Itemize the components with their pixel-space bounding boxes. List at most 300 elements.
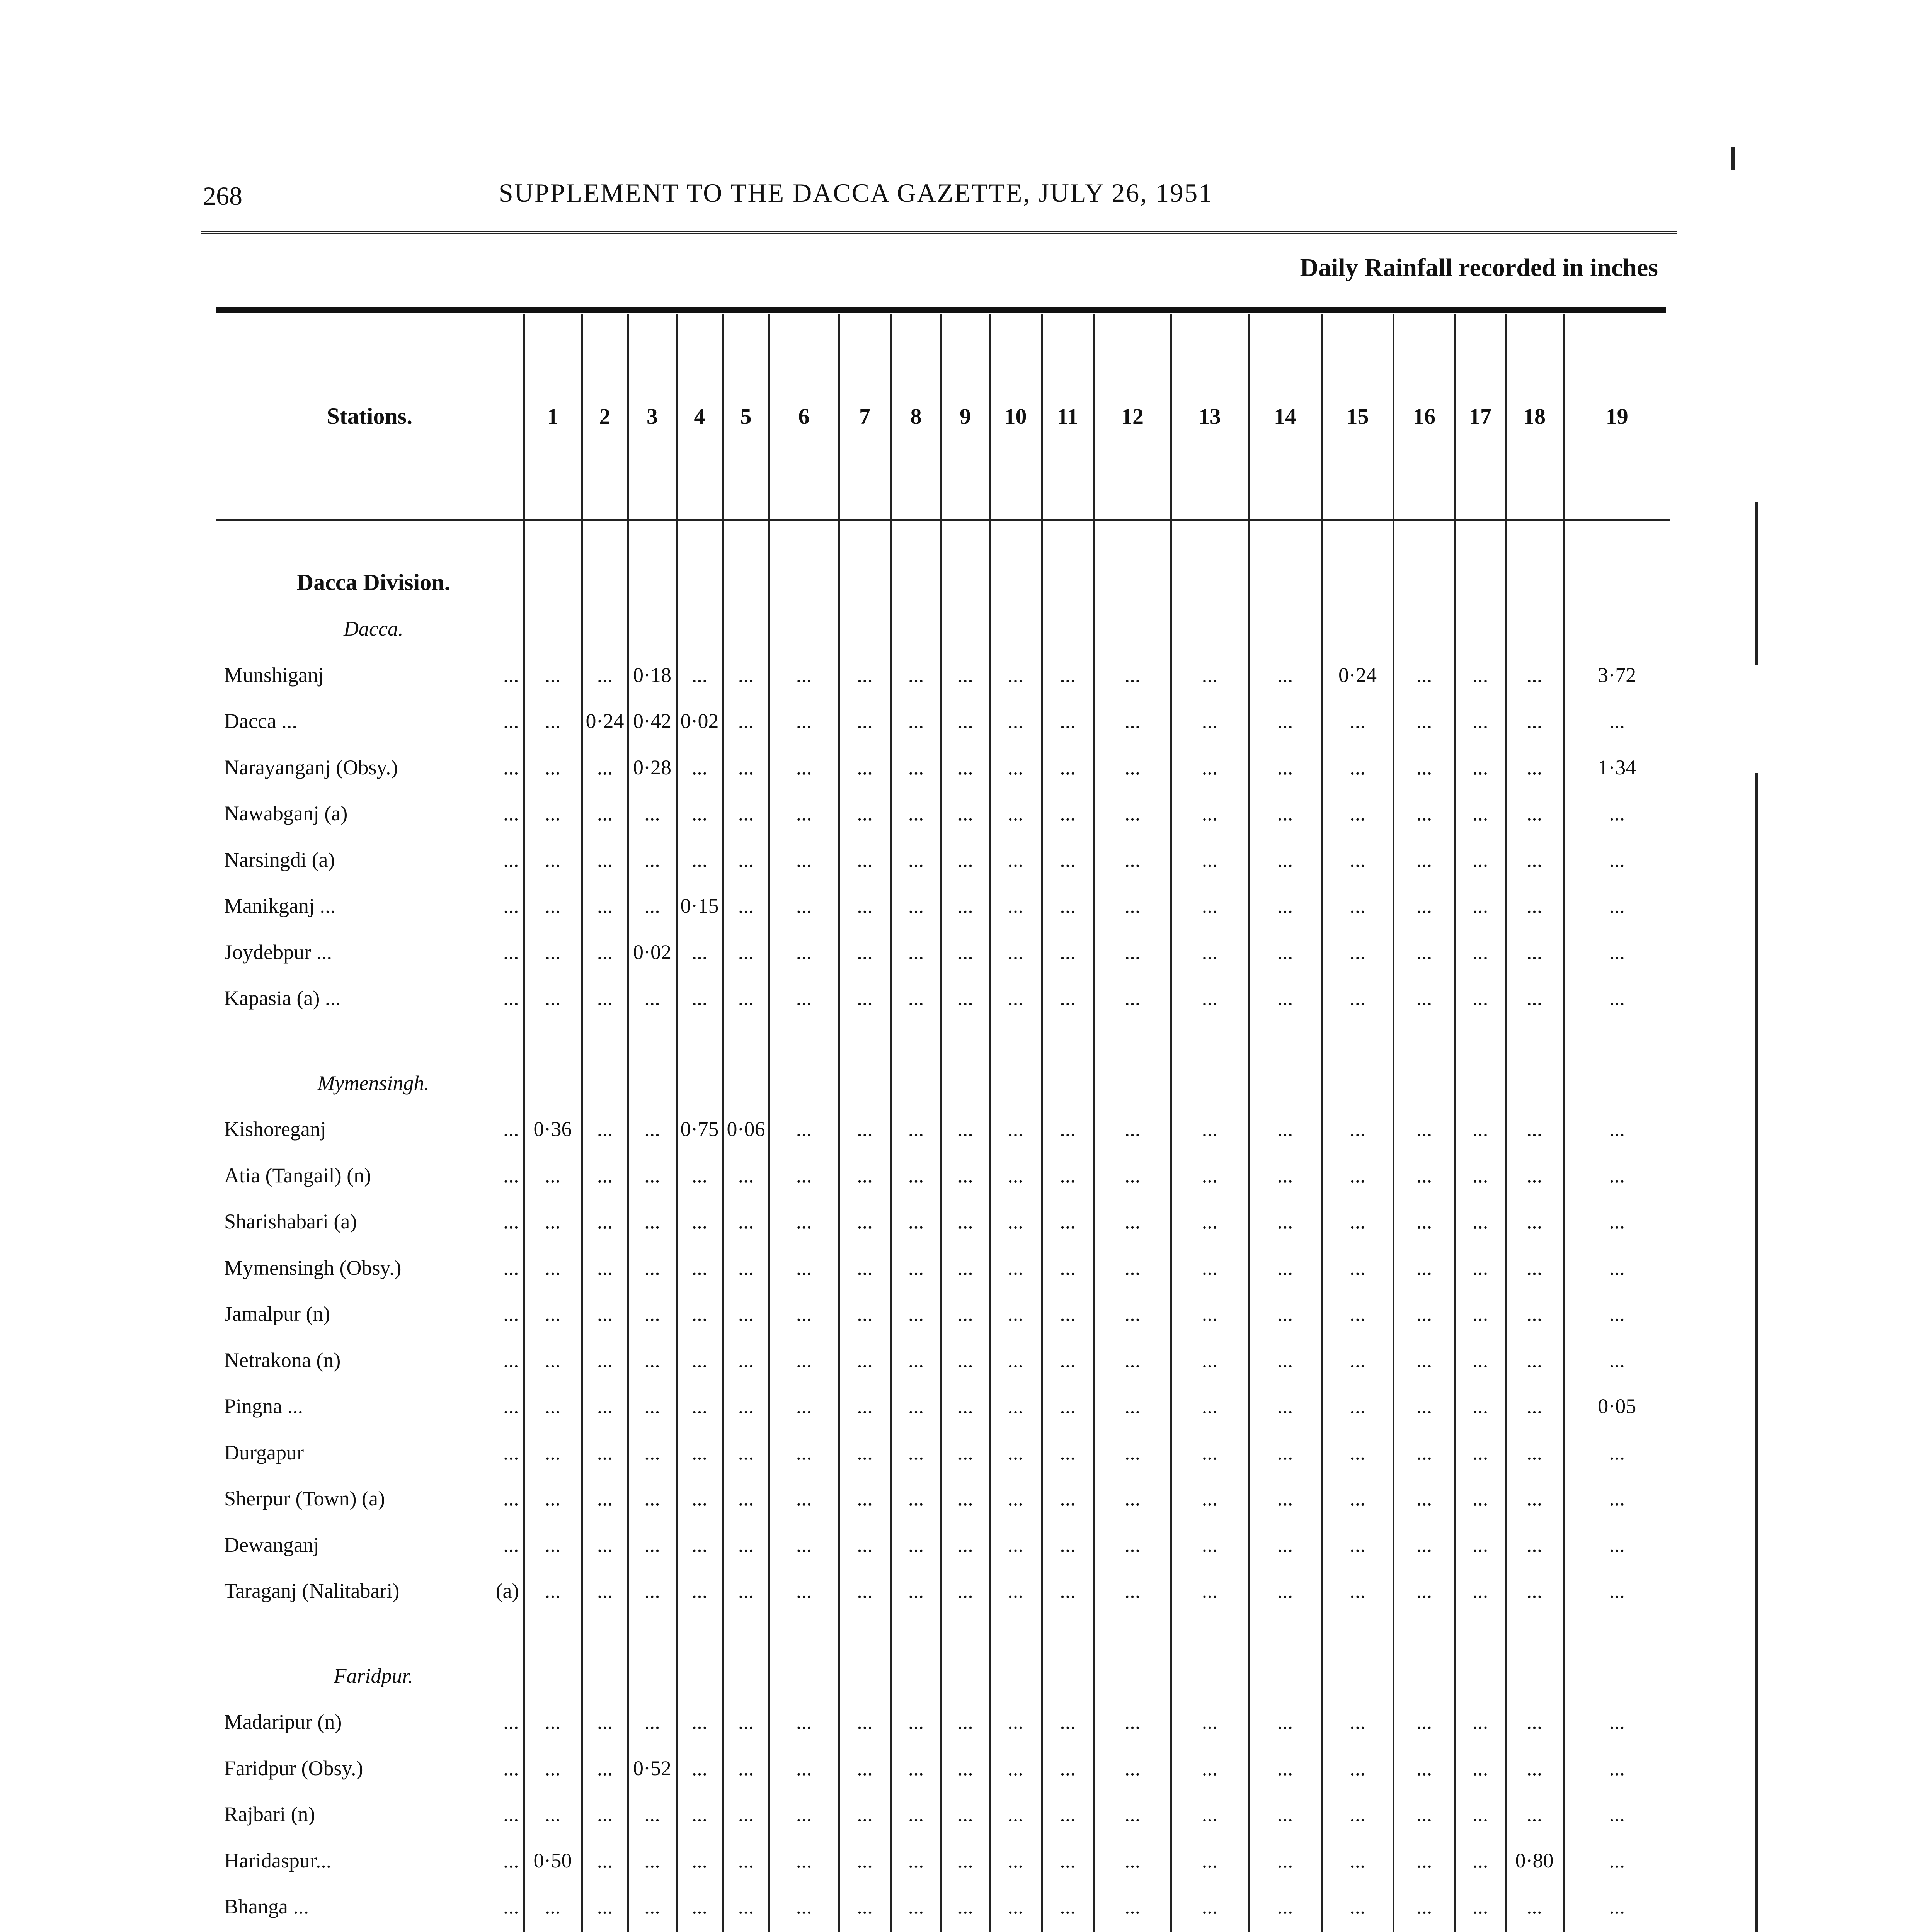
station-name: Faridpur (Obsy.)	[224, 1756, 363, 1780]
rainfall-cell: ...	[941, 1429, 989, 1476]
empty-cell	[839, 1653, 891, 1699]
leader-dots: ...	[503, 894, 519, 918]
rainfall-cell: ...	[839, 975, 891, 1022]
rainfall-cell: ...	[1322, 975, 1393, 1022]
empty-cell	[941, 1614, 989, 1653]
rainfall-cell: 0·80	[1505, 1837, 1563, 1884]
rainfall-cell: ...	[1322, 791, 1393, 837]
rainfall-cell	[1042, 1930, 1094, 1932]
rainfall-cell: ...	[1094, 1568, 1171, 1614]
empty-cell	[628, 520, 676, 560]
empty-cell	[1393, 1653, 1455, 1699]
empty-cell	[628, 1653, 676, 1699]
rainfall-cell: ...	[1094, 1745, 1171, 1791]
empty-cell	[769, 606, 839, 652]
empty-cell	[839, 1614, 891, 1653]
station-name: Mymensingh (Obsy.)	[224, 1256, 402, 1279]
rainfall-cell: ...	[989, 1337, 1042, 1383]
rainfall-cell: ...	[1563, 1837, 1670, 1884]
rainfall-cell: ...	[1393, 1291, 1455, 1337]
rainfall-cell: ...	[676, 744, 723, 791]
rainfall-cell: ...	[839, 1745, 891, 1791]
rainfall-cell: ...	[839, 929, 891, 975]
empty-cell	[1042, 1060, 1094, 1106]
rainfall-cell: ...	[676, 1568, 723, 1614]
rainfall-cell: ...	[1455, 1152, 1505, 1199]
rainfall-cell: ...	[723, 1199, 769, 1245]
leader-dots: ...	[503, 755, 519, 779]
rainfall-cell: ...	[769, 883, 839, 929]
rainfall-cell: ...	[941, 1745, 989, 1791]
empty-cell	[1171, 1653, 1248, 1699]
rainfall-cell: ...	[1505, 1106, 1563, 1153]
rainfall-cell: ...	[1094, 1837, 1171, 1884]
stations-header: Stations.	[216, 314, 524, 520]
station-name: Dacca ...	[224, 709, 297, 733]
district-heading-row	[216, 606, 1670, 652]
rainfall-cell: ...	[1094, 929, 1171, 975]
rainfall-cell: ...	[676, 1699, 723, 1745]
rainfall-cell: ...	[1322, 1791, 1393, 1838]
rainfall-cell: ...	[1505, 1291, 1563, 1337]
empty-cell	[1171, 1021, 1248, 1060]
rainfall-cell: ...	[1042, 1699, 1094, 1745]
empty-cell	[1455, 1653, 1505, 1699]
empty-cell	[989, 560, 1042, 606]
rainfall-cell: ...	[1322, 1884, 1393, 1930]
rainfall-cell: ...	[1505, 1429, 1563, 1476]
rainfall-cell: ...	[1455, 744, 1505, 791]
rainfall-cell: ...	[723, 698, 769, 745]
empty-cell	[1042, 560, 1094, 606]
rainfall-cell: ...	[723, 1429, 769, 1476]
rainfall-cell: ...	[1322, 1837, 1393, 1884]
empty-cell	[1171, 1614, 1248, 1653]
rainfall-cell: ...	[1322, 1199, 1393, 1245]
empty-cell	[524, 560, 582, 606]
rainfall-cell: ...	[769, 1522, 839, 1568]
rainfall-cell: ...	[1042, 1429, 1094, 1476]
table-row	[216, 698, 1670, 745]
rainfall-cell: ...	[839, 1152, 891, 1199]
rainfall-cell: ...	[1393, 1476, 1455, 1522]
empty-cell	[1248, 1653, 1322, 1699]
district-heading: Faridpur.	[334, 1664, 414, 1687]
district-heading-row	[216, 1060, 1670, 1106]
rainfall-cell: ...	[891, 1699, 941, 1745]
rainfall-cell: 0·02	[628, 929, 676, 975]
empty-cell	[769, 560, 839, 606]
rainfall-cell: ...	[769, 1245, 839, 1291]
rainfall-cell: ...	[1171, 1245, 1248, 1291]
rainfall-cell: ...	[628, 975, 676, 1022]
rainfall-cell: ...	[723, 1745, 769, 1791]
rainfall-cell: ...	[891, 1522, 941, 1568]
rainfall-cell: ...	[1563, 837, 1670, 883]
rainfall-cell: 0·52	[628, 1745, 676, 1791]
rainfall-cell: ...	[1393, 1791, 1455, 1838]
day-header: 15	[1322, 314, 1393, 520]
rainfall-cell: ...	[1094, 1291, 1171, 1337]
rainfall-cell: ...	[1094, 1699, 1171, 1745]
rainfall-cell: ...	[1455, 698, 1505, 745]
rainfall-cell: ...	[1248, 1152, 1322, 1199]
rainfall-cell: ...	[1393, 1568, 1455, 1614]
table-row	[216, 1106, 1670, 1153]
rainfall-cell: ...	[723, 1337, 769, 1383]
empty-cell	[676, 1060, 723, 1106]
empty-cell	[769, 520, 839, 560]
rainfall-cell: ...	[1171, 1152, 1248, 1199]
rainfall-cell: ...	[582, 929, 628, 975]
rainfall-cell: ...	[1042, 929, 1094, 975]
rainfall-cell: ...	[582, 1837, 628, 1884]
rainfall-cell: ...	[839, 883, 891, 929]
rainfall-cell: ...	[1322, 1337, 1393, 1383]
rainfall-cell: ...	[676, 1522, 723, 1568]
rainfall-cell: ...	[1042, 1791, 1094, 1838]
rainfall-cell: ...	[1505, 837, 1563, 883]
empty-cell	[676, 1653, 723, 1699]
rainfall-cell: ...	[891, 744, 941, 791]
rainfall-cell: ...	[1248, 698, 1322, 745]
rainfall-cell: ...	[1322, 1522, 1393, 1568]
empty-cell	[723, 1653, 769, 1699]
rainfall-cell: ...	[723, 1791, 769, 1838]
spacer-cell	[216, 1614, 524, 1653]
rainfall-cell: ...	[628, 1884, 676, 1930]
rainfall-cell: ...	[676, 929, 723, 975]
rainfall-cell: ...	[1393, 1383, 1455, 1430]
rainfall-cell: ...	[582, 1429, 628, 1476]
day-header: 1	[524, 314, 582, 520]
rainfall-cell: ...	[1505, 1522, 1563, 1568]
rainfall-cell: ...	[524, 975, 582, 1022]
rainfall-cell: 3·72	[1563, 652, 1670, 698]
empty-cell	[1563, 1021, 1670, 1060]
rainfall-cell	[1322, 1930, 1393, 1932]
rainfall-cell: ...	[839, 1884, 891, 1930]
empty-cell	[1563, 1614, 1670, 1653]
rainfall-cell: ...	[1322, 1745, 1393, 1791]
rainfall-cell: ...	[1563, 1522, 1670, 1568]
rainfall-cell: ...	[891, 698, 941, 745]
table-row	[216, 1429, 1670, 1476]
day-header: 17	[1455, 314, 1505, 520]
rainfall-cell: ...	[1171, 883, 1248, 929]
page-title: SUPPLEMENT TO THE DACCA GAZETTE, JULY 26, 1951	[499, 178, 1213, 207]
rainfall-cell: ...	[1455, 1337, 1505, 1383]
rainfall-cell: ...	[1393, 975, 1455, 1022]
empty-cell	[1322, 1653, 1393, 1699]
rainfall-cell: ...	[723, 1568, 769, 1614]
rainfall-cell: ...	[989, 791, 1042, 837]
rainfall-cell: ...	[1094, 1383, 1171, 1430]
rainfall-cell: ...	[1248, 1745, 1322, 1791]
rainfall-cell: ...	[1171, 1568, 1248, 1614]
rainfall-cell: ...	[1171, 1884, 1248, 1930]
rainfall-cell: ...	[769, 1568, 839, 1614]
station-name: Dewanganj	[224, 1533, 319, 1556]
rainfall-cell: ...	[1393, 1837, 1455, 1884]
rainfall-cell: 0·75	[676, 1106, 723, 1153]
rainfall-cell: ...	[524, 744, 582, 791]
rainfall-cell: ...	[676, 1745, 723, 1791]
rainfall-cell: ...	[839, 1476, 891, 1522]
rainfall-cell: ...	[1042, 1745, 1094, 1791]
rainfall-cell: ...	[769, 1837, 839, 1884]
table-row	[216, 744, 1670, 791]
empty-cell	[582, 1614, 628, 1653]
rainfall-cell	[676, 1930, 723, 1932]
rainfall-cell: ...	[582, 791, 628, 837]
spacer-cell	[216, 1021, 524, 1060]
rainfall-cell: ...	[1455, 1837, 1505, 1884]
rainfall-cell: ...	[1455, 1884, 1505, 1930]
rainfall-cell: ...	[1042, 744, 1094, 791]
rainfall-cell: ...	[524, 1337, 582, 1383]
rainfall-cell: ...	[582, 744, 628, 791]
table-row	[216, 929, 1670, 975]
station-name: Netrakona (n)	[224, 1348, 341, 1372]
rainfall-cell: ...	[582, 1106, 628, 1153]
rainfall-cell: ...	[582, 837, 628, 883]
table-row	[216, 837, 1670, 883]
station-name: Durgapur	[224, 1440, 304, 1464]
leader-dots: ...	[503, 986, 519, 1010]
rainfall-cell: ...	[628, 1152, 676, 1199]
rainfall-cell: ...	[628, 1337, 676, 1383]
empty-cell	[723, 1060, 769, 1106]
empty-cell	[524, 606, 582, 652]
day-header: 18	[1505, 314, 1563, 520]
rainfall-cell: ...	[1455, 1383, 1505, 1430]
station-name: Jamalpur (n)	[224, 1302, 330, 1326]
rainfall-cell: ...	[676, 791, 723, 837]
rainfall-cell: ...	[941, 1476, 989, 1522]
rainfall-cell: ...	[1094, 698, 1171, 745]
rainfall-cell: ...	[769, 1476, 839, 1522]
rainfall-cell: ...	[769, 1291, 839, 1337]
rainfall-cell: ...	[676, 1383, 723, 1430]
empty-cell	[676, 1614, 723, 1653]
rainfall-cell: ...	[1248, 1337, 1322, 1383]
rainfall-cell	[1393, 1930, 1455, 1932]
rainfall-cell: ...	[1393, 698, 1455, 745]
rainfall-cell: ...	[723, 1383, 769, 1430]
station-name: Taraganj (Nalitabari)	[224, 1579, 400, 1603]
header-rule	[201, 231, 1677, 234]
rainfall-cell: ...	[524, 1152, 582, 1199]
empty-cell	[941, 1021, 989, 1060]
empty-cell	[628, 1060, 676, 1106]
rainfall-cell: ...	[1393, 1745, 1455, 1791]
empty-cell	[1393, 1021, 1455, 1060]
empty-cell	[839, 1060, 891, 1106]
empty-cell	[582, 606, 628, 652]
rainfall-cell: ...	[1505, 1745, 1563, 1791]
rainfall-cell: ...	[989, 929, 1042, 975]
rainfall-cell: ...	[723, 1884, 769, 1930]
leader-dots: ...	[503, 709, 519, 733]
rainfall-cell: ...	[1563, 1337, 1670, 1383]
rainfall-cell: ...	[723, 652, 769, 698]
rainfall-cell: ...	[769, 698, 839, 745]
rainfall-cell: ...	[1393, 1522, 1455, 1568]
empty-cell	[891, 1021, 941, 1060]
rainfall-cell: ...	[941, 1291, 989, 1337]
empty-cell	[1248, 1614, 1322, 1653]
page-number: 268	[203, 181, 242, 211]
rainfall-cell: ...	[1248, 1476, 1322, 1522]
rainfall-cell: ...	[839, 1337, 891, 1383]
empty-cell	[1094, 1021, 1171, 1060]
rainfall-cell: ...	[1393, 744, 1455, 791]
empty-cell	[989, 520, 1042, 560]
rainfall-cell: ...	[1042, 837, 1094, 883]
rainfall-cell: ...	[1322, 883, 1393, 929]
empty-cell	[524, 1060, 582, 1106]
empty-cell	[1455, 520, 1505, 560]
rainfall-cell: ...	[1505, 883, 1563, 929]
rainfall-cell: 0·24	[582, 698, 628, 745]
rainfall-cell: ...	[941, 1383, 989, 1430]
day-header: 5	[723, 314, 769, 520]
rainfall-cell: ...	[1393, 1245, 1455, 1291]
rainfall-cell: ...	[1505, 744, 1563, 791]
day-header: 9	[941, 314, 989, 520]
rainfall-cell: ...	[891, 1106, 941, 1153]
empty-cell	[1455, 560, 1505, 606]
rainfall-cell: ...	[524, 1476, 582, 1522]
empty-cell	[1171, 606, 1248, 652]
rainfall-cell: ...	[941, 1245, 989, 1291]
rainfall-cell: ...	[582, 1476, 628, 1522]
rainfall-cell: ...	[1094, 1522, 1171, 1568]
day-header: 6	[769, 314, 839, 520]
edge-mark	[1731, 147, 1735, 170]
rainfall-cell: ...	[839, 1245, 891, 1291]
rainfall-cell: ...	[769, 929, 839, 975]
spacer-cell	[216, 520, 524, 560]
station-name: Madaripur (n)	[224, 1710, 342, 1734]
rainfall-cell: ...	[1563, 1884, 1670, 1930]
rainfall-cell: ...	[1455, 975, 1505, 1022]
rainfall-cell: ...	[839, 791, 891, 837]
rainfall-cell: ...	[628, 1383, 676, 1430]
rainfall-cell: ...	[891, 1383, 941, 1430]
rainfall-cell: ...	[839, 1199, 891, 1245]
rainfall-cell: ...	[1171, 698, 1248, 745]
rainfall-cell: ...	[1563, 1291, 1670, 1337]
leader-dots: ...	[503, 1533, 519, 1556]
table-row	[216, 1568, 1670, 1614]
rainfall-cell: ...	[1322, 1245, 1393, 1291]
station-name: Pingna ...	[224, 1395, 303, 1418]
rainfall-cell: ...	[582, 975, 628, 1022]
rainfall-cell: 0·36	[524, 1106, 582, 1153]
empty-cell	[769, 1614, 839, 1653]
rainfall-cell: ...	[628, 1199, 676, 1245]
rainfall-cell: ...	[676, 1291, 723, 1337]
rainfall-cell: ...	[891, 883, 941, 929]
rainfall-cell: ...	[941, 652, 989, 698]
rainfall-cell: ...	[1563, 1199, 1670, 1245]
rainfall-cell: ...	[1455, 1522, 1505, 1568]
table-row	[216, 1837, 1670, 1884]
rainfall-cell: ...	[989, 1745, 1042, 1791]
rainfall-cell: ...	[891, 1337, 941, 1383]
rainfall-cell: ...	[1563, 975, 1670, 1022]
rainfall-cell: ...	[1455, 883, 1505, 929]
rainfall-cell: 0·15	[676, 883, 723, 929]
rainfall-cell: ...	[628, 1522, 676, 1568]
rainfall-cell: ...	[1042, 791, 1094, 837]
day-header: 8	[891, 314, 941, 520]
rainfall-cell: ...	[1042, 1245, 1094, 1291]
rainfall-cell: ...	[1171, 929, 1248, 975]
rainfall-cell: ...	[1094, 837, 1171, 883]
table-row	[216, 1930, 1670, 1932]
rainfall-cell: ...	[839, 1383, 891, 1430]
rainfall-cell: ...	[1322, 929, 1393, 975]
empty-cell	[1248, 1021, 1322, 1060]
rainfall-cell: ...	[723, 837, 769, 883]
rainfall-cell: ...	[989, 1106, 1042, 1153]
rainfall-cell: ...	[524, 698, 582, 745]
rainfall-cell: ...	[989, 1383, 1042, 1430]
day-header: 10	[989, 314, 1042, 520]
table-row	[216, 1745, 1670, 1791]
rainfall-cell: ...	[628, 1476, 676, 1522]
rainfall-cell: ...	[1563, 1568, 1670, 1614]
rainfall-cell: ...	[1042, 1106, 1094, 1153]
rainfall-cell: ...	[1171, 975, 1248, 1022]
rainfall-cell: ...	[1042, 1522, 1094, 1568]
rainfall-cell: ...	[1322, 1476, 1393, 1522]
rainfall-cell: ...	[1455, 1245, 1505, 1291]
rainfall-cell: ...	[1042, 698, 1094, 745]
rainfall-cell: ...	[989, 837, 1042, 883]
empty-cell	[524, 1653, 582, 1699]
empty-cell	[1563, 560, 1670, 606]
rainfall-cell: ...	[676, 1476, 723, 1522]
rainfall-cell: ...	[1171, 1522, 1248, 1568]
rainfall-cell: ...	[723, 929, 769, 975]
rainfall-cell: ...	[1393, 1152, 1455, 1199]
table-top-rule	[216, 307, 1666, 313]
empty-cell	[891, 1614, 941, 1653]
day-header: 14	[1248, 314, 1322, 520]
rainfall-cell	[723, 1930, 769, 1932]
rainfall-cell: 0·50	[524, 1837, 582, 1884]
rainfall-cell: ...	[1505, 652, 1563, 698]
rainfall-cell: ...	[582, 1383, 628, 1430]
empty-cell	[891, 560, 941, 606]
rainfall-cell: ...	[1248, 883, 1322, 929]
rainfall-cell: ...	[769, 1699, 839, 1745]
table-row	[216, 1383, 1670, 1430]
empty-cell	[628, 606, 676, 652]
empty-cell	[1322, 520, 1393, 560]
empty-cell	[989, 1060, 1042, 1106]
rainfall-cell: ...	[891, 837, 941, 883]
rainfall-cell: ...	[723, 744, 769, 791]
rainfall-cell	[1094, 1930, 1171, 1932]
rainfall-cell: ...	[769, 1791, 839, 1838]
empty-cell	[1393, 1614, 1455, 1653]
rainfall-cell: ...	[1563, 1245, 1670, 1291]
